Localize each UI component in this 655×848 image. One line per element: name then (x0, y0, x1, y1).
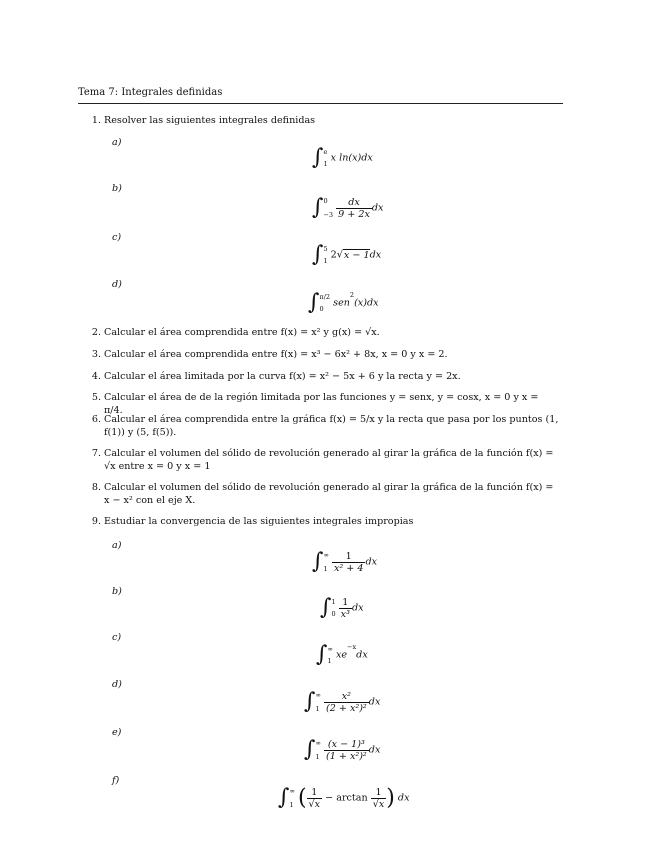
differential: (x)dx (354, 297, 379, 309)
exercise-number: 1. (91, 115, 101, 126)
formula-1a (312, 146, 373, 170)
differential: dx (369, 249, 382, 261)
exercise-number: 8. (91, 482, 101, 493)
numerator: 1 (371, 787, 387, 799)
differential: dx (351, 602, 364, 614)
integrand: x ln(x)dx (330, 152, 373, 164)
upper-limit: e (323, 148, 328, 156)
integral-sign: ∫ (304, 689, 316, 714)
denominator: x³ (340, 608, 350, 620)
denominator: (2 + x²)² (325, 702, 367, 714)
exponent: 2 (349, 291, 355, 299)
exercise-number: 9. (91, 516, 101, 527)
subitem-label: a) (112, 540, 122, 551)
upper-limit: ∞ (315, 739, 321, 747)
integral-sign: ∫ (312, 145, 324, 170)
lower-limit: 1 (327, 657, 332, 665)
integral-sign: ∫ (312, 242, 324, 267)
integral-sign: ∫ (278, 785, 290, 810)
subitem-label: e) (112, 727, 122, 738)
exercise-number: 4. (91, 371, 101, 382)
formula-9d (304, 688, 380, 716)
numerator: 1 (332, 551, 366, 563)
subitem-label: b) (112, 183, 122, 194)
integrand: xe (335, 649, 348, 661)
fraction (336, 197, 372, 220)
lower-limit: 1 (323, 160, 328, 168)
exercise-number: 3. (91, 349, 101, 360)
formula-9a (312, 548, 377, 576)
exercise-text: Calcular el volumen del sólido de revolución generado al girar la gráfica de la función f(x) = x − x² con el eje X. (104, 482, 554, 506)
fraction (339, 597, 352, 620)
upper-limit: ∞ (289, 787, 295, 795)
denominator: (1 + x²)² (325, 750, 367, 762)
left-paren: ( (297, 785, 307, 811)
subitem-label: f) (112, 775, 120, 786)
exercise-number: 6. (91, 414, 101, 425)
fraction (307, 787, 323, 810)
header-rule (78, 103, 563, 104)
lower-limit: 1 (315, 753, 320, 761)
radical-sign: √ (336, 249, 343, 261)
exercise-text: Calcular el área comprendida entre f(x) = x³ − 6x² + 8x, x = 0 y x = 2. (104, 349, 448, 360)
arctan-term: − arctan (325, 792, 368, 804)
upper-limit: 5 (323, 245, 328, 253)
exercise-text: Calcular el área comprendida entre f(x) = x² y g(x) = √x. (104, 327, 380, 338)
page-header: Tema 7: Integrales definidas (78, 87, 223, 98)
upper-limit: ∞ (315, 691, 321, 699)
fraction (371, 787, 387, 810)
formula-1d (308, 291, 379, 315)
exercise-text: Calcular el volumen del sólido de revolución generado al girar la gráfica de la función f(x) = √x entre x = 0 y x = 1 (104, 448, 554, 472)
lower-limit: 1 (289, 801, 294, 809)
exercise-number: 7. (91, 448, 101, 459)
formula-9e (304, 736, 380, 764)
differential: dx (371, 202, 384, 214)
denominator: 9 + 2x (338, 208, 370, 220)
fraction (324, 739, 369, 762)
coefficient: 2 (330, 249, 337, 261)
numerator: 1 (307, 787, 323, 799)
integrand: sen (333, 297, 350, 309)
denominator: x² + 4 (333, 562, 364, 574)
lower-limit: 1 (323, 565, 328, 573)
subitem-label: b) (112, 586, 122, 597)
integral-sign: ∫ (312, 549, 324, 574)
right-paren: ) (386, 785, 395, 811)
fraction (332, 551, 366, 574)
exercise-text: Resolver las siguientes integrales definidas (104, 115, 316, 126)
subitem-label: c) (112, 632, 122, 643)
radicand: x − 1 (343, 249, 370, 261)
differential: dx (368, 744, 381, 756)
fraction (324, 691, 369, 714)
lower-limit: 1 (323, 257, 328, 265)
integral-sign: ∫ (304, 737, 316, 762)
exercise-number: 5. (91, 392, 101, 403)
upper-limit: 0 (323, 197, 328, 205)
numerator: x² (324, 691, 369, 703)
subitem-label: d) (112, 279, 122, 290)
numerator: dx (336, 197, 372, 209)
formula-9c (316, 643, 368, 667)
subitem-label: a) (112, 137, 122, 148)
lower-limit: 1 (315, 705, 320, 713)
differential: dx (397, 792, 410, 804)
formula-9f (278, 784, 409, 812)
exponent: −x (347, 643, 357, 651)
exercise-text: Calcular el área comprendida entre la gráfica f(x) = 5/x y la recta que pasa por los puntos (1, f(1)) y (5, f(5)). (104, 414, 559, 438)
formula-1b (312, 194, 383, 222)
denominator: √x (372, 798, 385, 810)
lower-limit: 0 (331, 610, 336, 618)
exercise-number: 2. (91, 327, 101, 338)
integral-sign: ∫ (320, 595, 332, 620)
exercise-text: Estudiar la convergencia de las siguientes integrales impropias (104, 516, 414, 527)
formula-1c (312, 243, 381, 267)
differential: dx (365, 556, 378, 568)
numerator: (x − 1)³ (324, 739, 369, 751)
lower-limit: 0 (319, 305, 324, 313)
differential: dx (368, 696, 381, 708)
subitem-label: c) (112, 232, 122, 243)
exercise-text: Calcular el área limitada por la curva f(x) = x² − 5x + 6 y la recta y = 2x. (104, 371, 461, 382)
upper-limit: π/2 (319, 293, 331, 301)
integral-sign: ∫ (308, 290, 320, 315)
upper-limit: ∞ (323, 551, 329, 559)
differential: dx (356, 649, 368, 661)
numerator: 1 (339, 597, 352, 609)
integral-sign: ∫ (316, 642, 328, 667)
exercise-text: Calcular el área de de la región limitada por las funciones y = senx, y = cosx, x = 0 y x = π/4. (104, 392, 539, 416)
upper-limit: 1 (331, 598, 336, 606)
denominator: √x (308, 798, 321, 810)
upper-limit: ∞ (327, 645, 333, 653)
integral-sign: ∫ (312, 195, 324, 220)
subitem-label: d) (112, 679, 122, 690)
lower-limit: −3 (323, 211, 334, 219)
formula-9b (320, 596, 364, 620)
